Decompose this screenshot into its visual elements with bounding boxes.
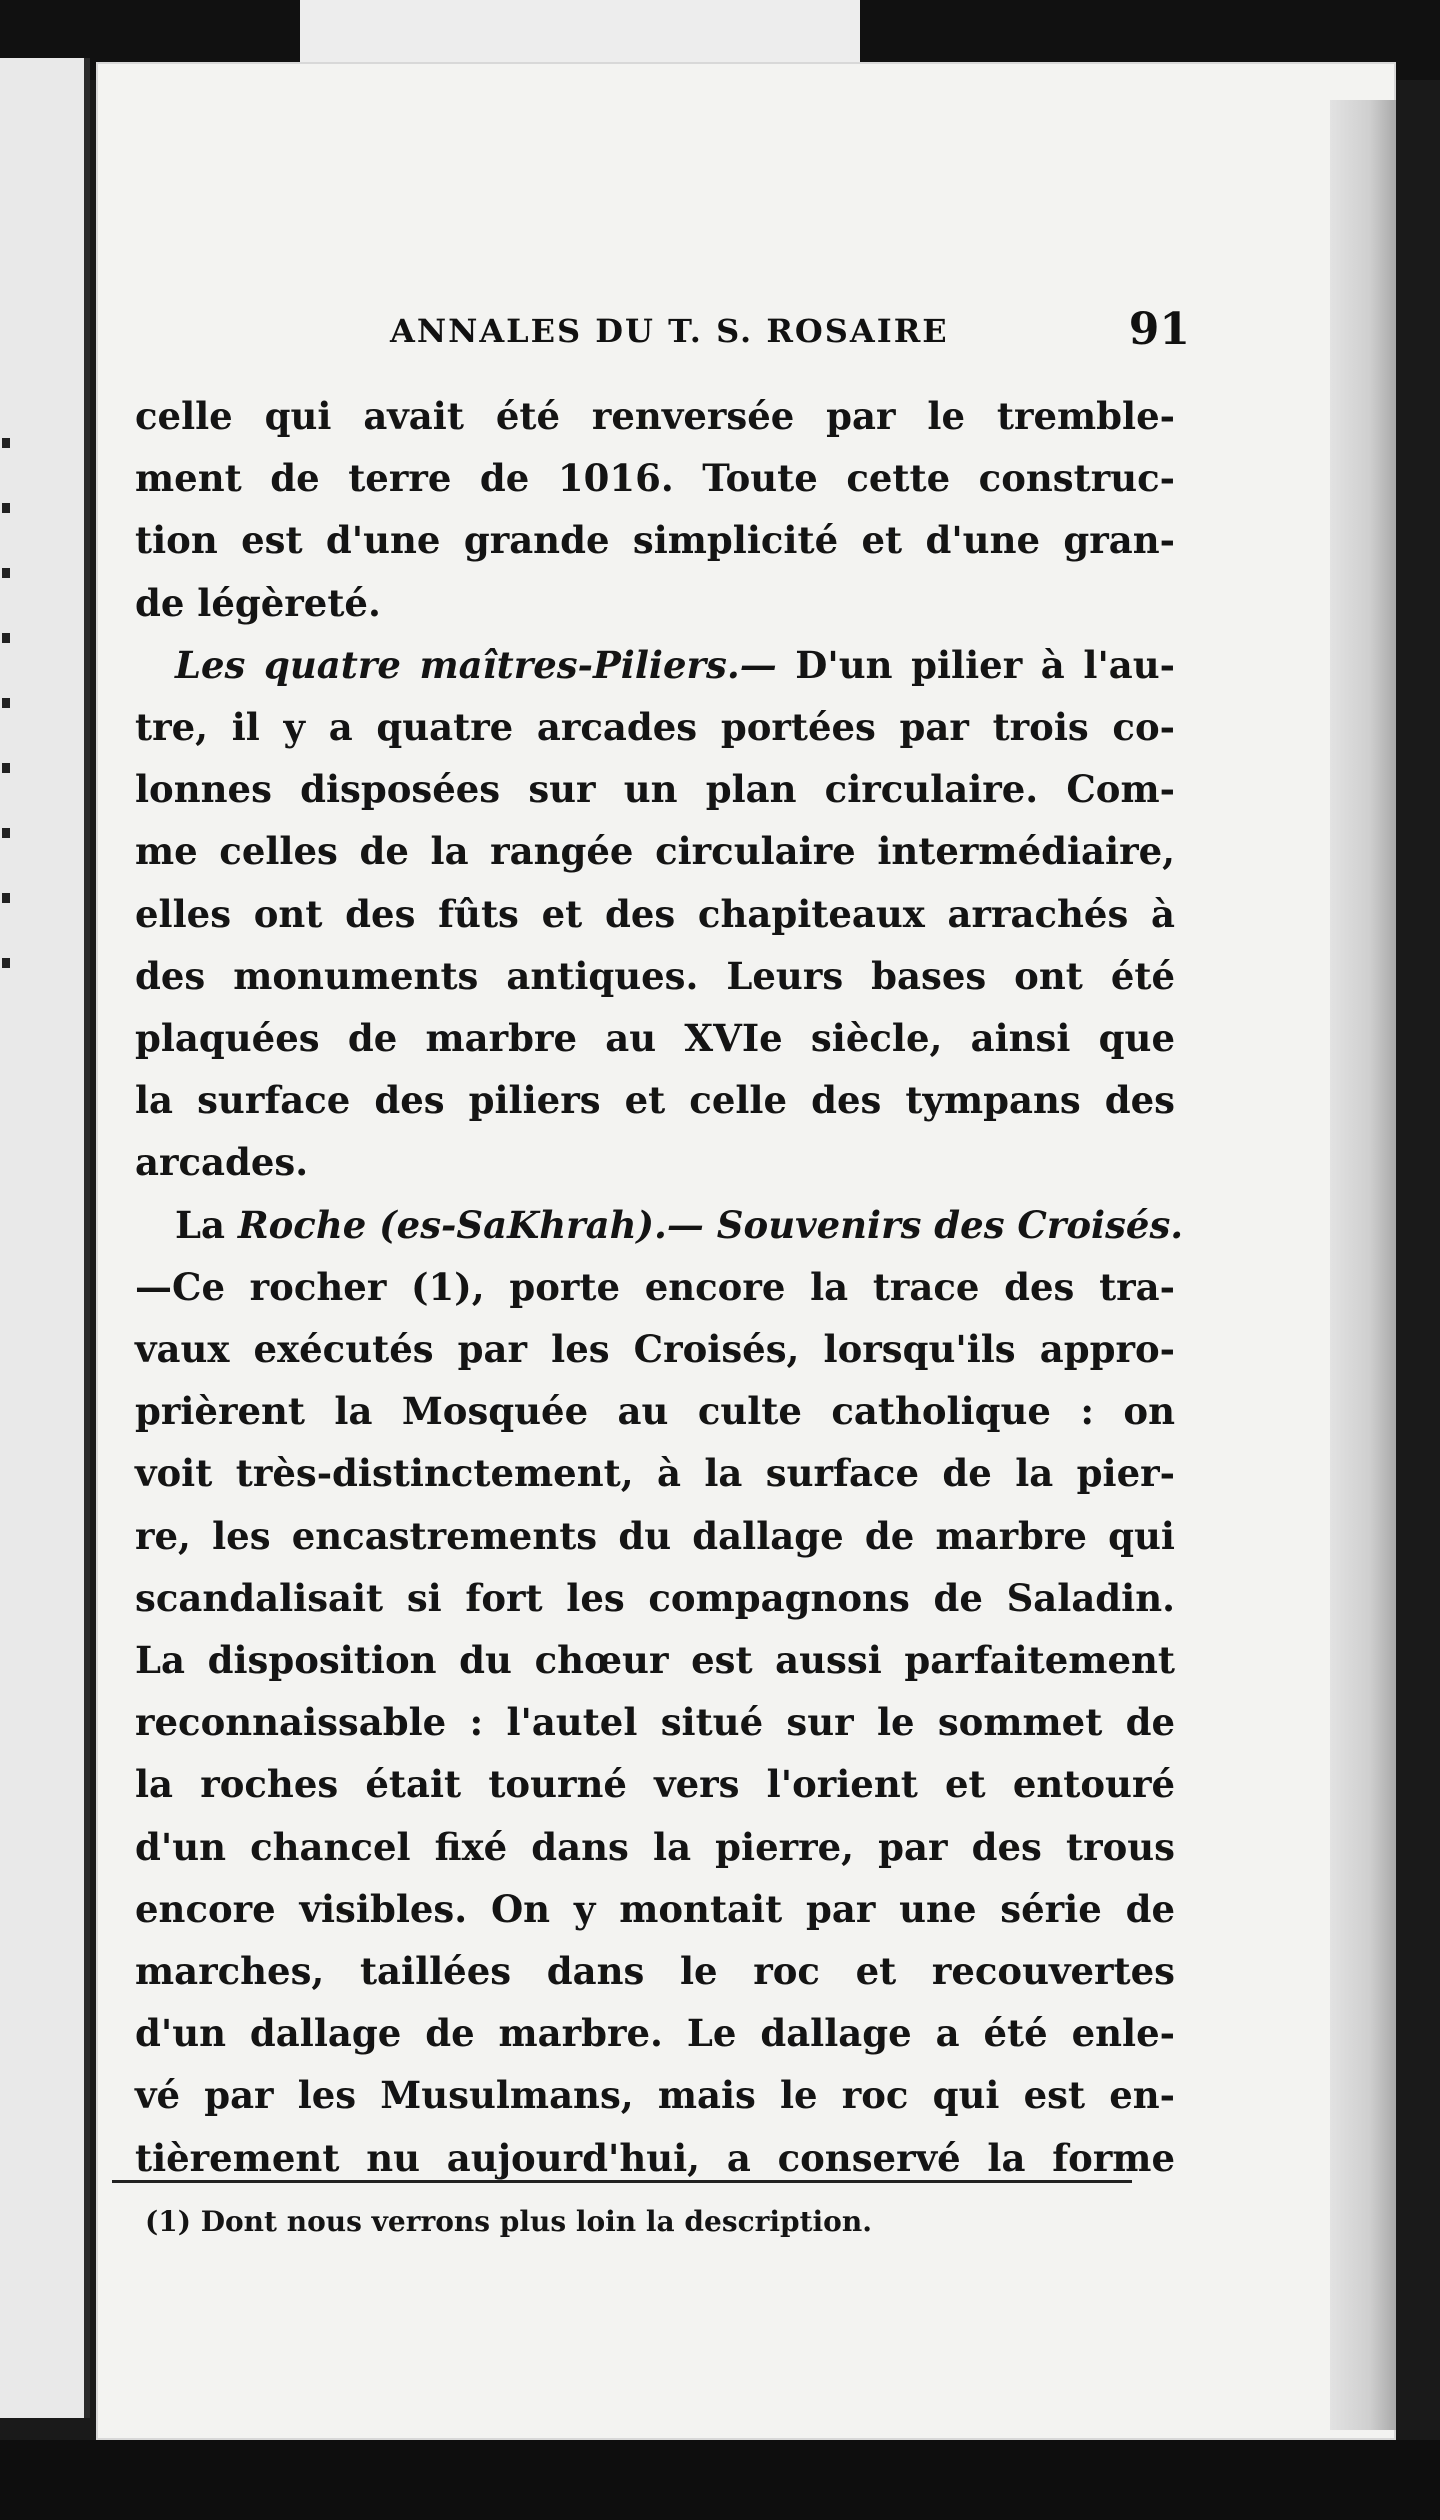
text-line: d'un chancel fixé dans la pierre, par des trous [135,1824,1175,1869]
text-line: de légèreté. [135,580,381,625]
text-line: re, les encastrements du dallage de marbre qui [135,1513,1175,1558]
section-heading-piliers: Les quatre maîtres-Piliers.— [175,642,777,687]
facing-page-edge [0,58,90,2418]
text-line: vaux exécutés par les Croisés, lorsqu'ils appro- [135,1327,1175,1372]
text-line: la roches était tourné vers l'orient et entouré [135,1762,1175,1807]
body-text [135,385,1184,2189]
text-line: la surface des piliers et celle des tympans des [135,1078,1175,1123]
text-line: d'un dallage de marbre. Le dallage a été enle- [135,2011,1175,2056]
text-line: reconnaissable : l'autel situé sur le sommet de [135,1700,1175,1745]
page-header [390,300,1190,370]
text-line: des monuments antiques. Leurs bases ont été [135,953,1175,998]
text-line: plaquées de marbre au XVIe siècle, ainsi que [135,1016,1175,1061]
paragraph-heading-line [135,634,1175,696]
text-line: tion est d'une grande simplicité et d'une gran- [135,518,1175,563]
page-edge-shadow [1330,100,1396,2430]
text-line: arcades. [135,1140,309,1185]
text-line: scandalisait si fort les compagnons de Saladin. [135,1575,1175,1620]
text-line: encore visibles. On y montait par une série de [135,1886,1175,1931]
page-number: 91 [1128,304,1190,355]
text-line: elles ont des fûts et des chapiteaux arrachés à [135,891,1175,936]
text-fragment: D'un pilier à l'au- [776,642,1176,687]
section-heading-roche: Roche [237,1202,367,1247]
text-line: me celles de la rangée circulaire intermédiaire, [135,829,1175,874]
text-fragment: La [175,1202,238,1247]
text-line: prièrent la Mosquée au culte catholique : on [135,1389,1175,1434]
facing-page-marks [0,438,20,1238]
text-line: tièrement nu aujourd'hui, a conservé la forme [135,2135,1175,2180]
text-line: La disposition du chœur est aussi parfaitement [135,1638,1175,1683]
paragraph-heading-line [135,1194,1184,1256]
text-line: vé par les Musulmans, mais le roc qui est en- [135,2073,1175,2118]
text-line: voit très-distinctement, à la surface de la pier- [135,1451,1175,1496]
text-line: tre, il y a quatre arcades portées par trois co- [135,705,1175,750]
text-line: lonnes disposées sur un plan circulaire. Com- [135,767,1175,812]
running-title: ANNALES DU T. S. ROSAIRE [390,312,949,350]
footnote: (1) Dont nous verrons plus loin la description. [145,2205,872,2238]
section-heading-souvenirs: Souvenirs des Croisés. [716,1202,1184,1247]
text-line: ment de terre de 1016. Toute cette construc- [135,456,1175,501]
section-heading-sakhrah: (es-SaKhrah).— [366,1202,717,1247]
footnote-rule [112,2180,1132,2183]
scan-background-bottom [0,2440,1440,2520]
text-line: marches, taillées dans le roc et recouvertes [135,1949,1175,1994]
text-line: —Ce rocher (1), porte encore la trace des tra- [135,1264,1175,1309]
text-line: celle qui avait été renversée par le tremble- [135,394,1175,438]
